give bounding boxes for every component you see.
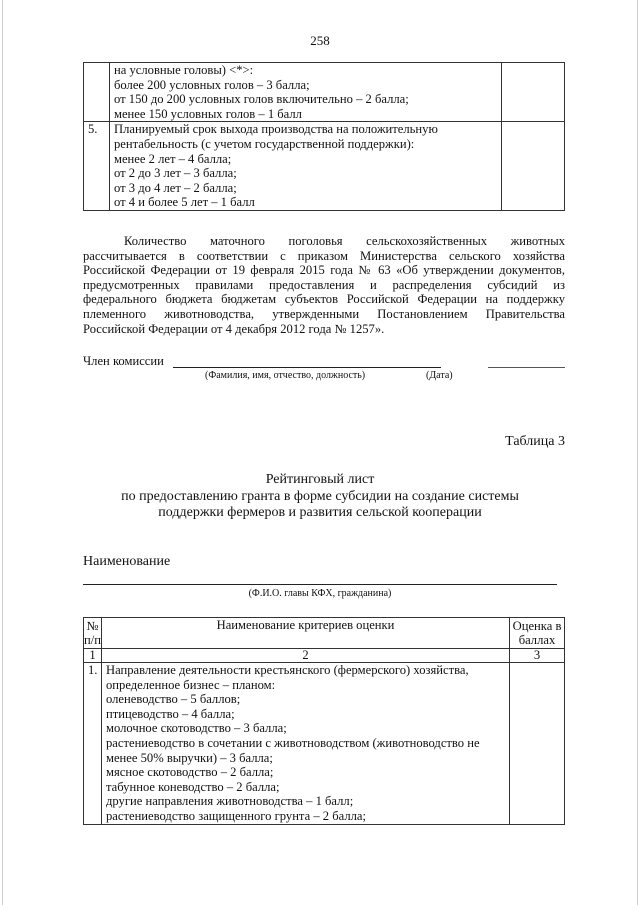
name-field-line[interactable] (83, 584, 557, 585)
criteria-line: рентабельность (с учетом государственной поддержки): (114, 136, 415, 151)
criteria-line: менее 50% выручки) – 3 балла; (106, 750, 273, 765)
header-score: Оценка в баллах (510, 618, 565, 649)
criteria-line: Направление деятельности крестьянского (фермерского) хозяйства, (106, 663, 469, 677)
paragraph-line: Количество маточного поголовья сельскохозяйственных животных (124, 234, 565, 248)
column-number: 3 (510, 649, 565, 663)
criteria-line: растениеводство защищенного грунта – 2 балла; (106, 808, 366, 823)
criteria-line: менее 150 условных голов – 1 балл (114, 106, 302, 121)
score-cell (510, 663, 565, 825)
criteria-line: Планируемый срок выхода производства на положительную (114, 122, 438, 137)
criteria-line: от 2 до 3 лет – 3 балла; (114, 166, 237, 181)
title-line: по предоставлению гранта в форме субсидии на создание системы (121, 488, 519, 504)
criteria-line: определенное бизнес – планом: (106, 677, 276, 692)
title-line: Рейтинговый лист (265, 472, 375, 487)
paragraph-line: федерального бюджета бюджетам субъектов Российской Федерации на поддержку (83, 292, 565, 307)
row-number: 5. (84, 122, 110, 211)
commission-member-label: Член комиссии (83, 354, 164, 368)
paragraph-line: предусмотренных правилами предоставления и распределения субсидий из (83, 277, 565, 292)
table-label: Таблица 3 (505, 434, 565, 449)
column-numbers-row (84, 649, 565, 663)
criteria-cell (110, 63, 502, 122)
date-caption: (Дата) (426, 370, 453, 381)
name-caption: (Фамилия, имя, отчество, должность) (205, 370, 366, 381)
criteria-line: менее 2 лет – 4 балла; (114, 151, 232, 166)
paragraph-line: племенного животноводства, утвержденными Постановлением Правительства (83, 306, 565, 321)
row-number (84, 63, 110, 122)
header-number: № п/п (84, 619, 101, 647)
score-cell (502, 122, 565, 211)
header-criteria: Наименование критериев оценки (102, 618, 510, 649)
table-row (84, 663, 565, 825)
criteria-line: на условные головы) <*>: (114, 63, 254, 77)
note-paragraph (83, 234, 565, 336)
score-cell (502, 63, 565, 122)
name-field-caption: (Ф.И.О. главы КФХ, гражданина) (248, 588, 392, 599)
scan-edge-left (2, 0, 3, 905)
criteria-line: молочное скотоводство – 3 балла; (106, 721, 287, 736)
criteria-line: более 200 условных голов – 3 балла; (114, 77, 310, 92)
name-signature-line[interactable] (173, 367, 441, 368)
criteria-cell (102, 663, 510, 825)
criteria-line: от 4 и более 5 лет – 1 балл (114, 195, 255, 210)
table-row (84, 122, 565, 211)
page-number: 258 (310, 33, 330, 48)
scan-edge-right (637, 0, 638, 905)
column-number: 1 (84, 649, 102, 663)
criteria-line: другие направления животноводства – 1 балл; (106, 794, 354, 809)
document-title (0, 472, 640, 522)
criteria-line: птицеводство – 4 балла; (106, 706, 235, 721)
criteria-line: оленеводство – 5 баллов; (106, 692, 241, 707)
paragraph-line: Российской Федерации от 19 февраля 2015 года № 63 «Об утверждении документов, (83, 263, 565, 278)
paragraph-line: рассчитывается в соответствии с приказом Министерства сельского хозяйства (83, 248, 565, 263)
row-number: 1. (84, 663, 102, 825)
criteria-table-continued (83, 62, 565, 211)
paragraph-line: Российской Федерации от 4 декабря 2012 года № 1257». (83, 321, 385, 336)
criteria-line: растениеводство в сочетании с животноводством (животноводство не (106, 735, 480, 750)
criteria-line: от 3 до 4 лет – 2 балла; (114, 180, 237, 195)
table-header-row (84, 618, 565, 649)
criteria-line: от 150 до 200 условных голов включительно – 2 балла; (114, 92, 409, 107)
rating-criteria-table (83, 617, 565, 825)
table-row (84, 63, 565, 122)
date-signature-line[interactable] (488, 367, 565, 368)
criteria-line: мясное скотоводство – 2 балла; (106, 765, 274, 780)
criteria-cell (110, 122, 502, 211)
name-field-label: Наименование (83, 554, 171, 569)
criteria-line: табунное коневодство – 2 балла; (106, 779, 280, 794)
column-number: 2 (102, 649, 510, 663)
title-line: поддержки фермеров и развития сельской кооперации (158, 505, 482, 520)
